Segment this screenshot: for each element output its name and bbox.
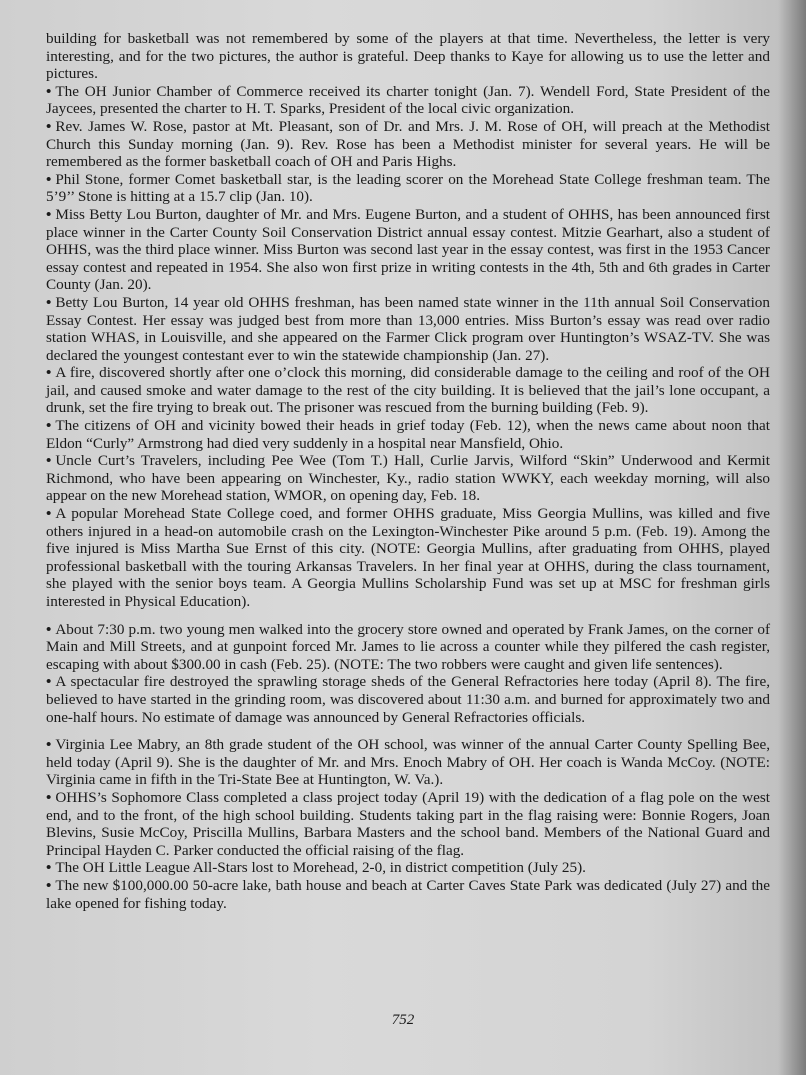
news-item-paragraph: [46, 877, 770, 912]
paragraph-text: A spectacular fire destroyed the sprawling storage sheds of the General Refractories here today (April 8). The fire, believed to have started in the grinding room, was discovered about 11:30 a.m. and burned for approximately two and one-half hours. No estimate of damage was announced by General Refractories officials.: [46, 673, 770, 726]
bullet-icon: •: [46, 788, 52, 806]
paragraph-text: A popular Morehead State College coed, and former OHHS graduate, Miss Georgia Mullins, was killed and five others injured in a head-on automobile crash on the Lexington-Winchester Pike around 5 p.m. (Feb. 19). Among the five injured is Miss Martha Sue Ernst of this city. (NOTE: Georgia Mullins, after graduating from OHHS, played professional basketball with the touring Arkansas Travelers. In her final year at OHHS, during the class tournament, she played with the senior boys team. A Georgia Mullins Scholarship Fund was set up at MSC for freshman girls interested in Physical Education).: [46, 505, 770, 610]
news-item-paragraph: [46, 789, 770, 859]
news-item-paragraph: [46, 364, 770, 417]
news-item-paragraph: [46, 417, 770, 452]
paragraph-text: Miss Betty Lou Burton, daughter of Mr. and Mrs. Eugene Burton, and a student of OHHS, has been announced first place winner in the Carter County Soil Conservation District annual essay contest. Mitzie Gearhart, also a student of OHHS, was the third place winner. Miss Burton was second last year in the essay contest, was first in the 1953 Cancer essay contest and repeated in 1954. She also won first prize in writing contests in the 4th, 5th and 6th grades in Carter County (Jan. 20).: [46, 205, 770, 294]
news-item-paragraph: [46, 673, 770, 726]
paragraph-text: The OH Junior Chamber of Commerce received its charter tonight (Jan. 7). Wendell Ford, State President of the Jaycees, presented the charter to H. T. Sparks, President of the local civic organization.: [46, 82, 770, 118]
news-item-paragraph: [46, 505, 770, 611]
news-item-paragraph: [46, 736, 770, 789]
paragraph-text: OHHS’s Sophomore Class completed a class project today (April 19) with the dedication of a flag pole on the west end, and to the front, of the high school building. Students taking part in the flag raising were: Bonnie Rogers, Joan Blevins, Susie McCoy, Priscilla Mullins, Barbara Masters and the school band. Members of the National Guard and Principal Hayden C. Parker conducted the official raising of the flag.: [46, 788, 770, 859]
bullet-icon: •: [46, 205, 52, 223]
bullet-icon: •: [46, 876, 52, 894]
news-item-paragraph: [46, 294, 770, 364]
page-number: 752: [391, 1012, 415, 1028]
paragraph-text: Uncle Curt’s Travelers, including Pee Wee (Tom T.) Hall, Curlie Jarvis, Wilford “Skin” Underwood and Kermit Richmond, who have been appearing on Winchester, Ky., radio station WWKY, each weekday morning, will also appear on the new Morehead station, WMOR, on opening day, Feb. 18.: [46, 452, 770, 505]
paragraph-text: The OH Little League All-Stars lost to Morehead, 2-0, in district competition (July 25).: [55, 859, 586, 877]
paragraph-text: A fire, discovered shortly after one o’clock this morning, did considerable damage to the ceiling and roof of the OH jail, and caused smoke and water damage to the rest of the city building. It is believed that the jail’s lone occupant, a drunk, set the fire trying to break out. The prisoner was rescued from the burning building (Feb. 9).: [46, 364, 770, 417]
paragraph-text: Rev. James W. Rose, pastor at Mt. Pleasant, son of Dr. and Mrs. J. M. Rose of OH, will preach at the Methodist Church this Sunday morning (Jan. 9). Rev. Rose has been a Methodist minister for several years. He will be remembered as the former basketball coach of OH and Paris Highs.: [46, 117, 770, 171]
paragraph-text: About 7:30 p.m. two young men walked into the grocery store owned and operated by Frank James, on the corner of Main and Mill Streets, and at gunpoint forced Mr. James to lie across a counter while they pilfered the cash register, escaping with about $300.00 in cash (Feb. 25). (NOTE: The two robbers were caught and given life sentences).: [46, 620, 770, 673]
news-item-paragraph: [46, 206, 770, 294]
bullet-icon: •: [46, 293, 52, 311]
news-item-paragraph: [46, 171, 770, 206]
paragraph-text: The new $100,000.00 50-acre lake, bath house and beach at Carter Caves State Park was dedicated (July 27) and the lake opened for fishing today.: [46, 876, 770, 912]
paragraph-text: Phil Stone, former Comet basketball star, is the leading scorer on the Morehead State College freshman team. The 5’9’’ Stone is hitting at a 15.7 clip (Jan. 10).: [46, 170, 770, 206]
bullet-icon: •: [46, 452, 52, 470]
paragraph-text: Virginia Lee Mabry, an 8th grade student of the OH school, was winner of the annual Carter County Spelling Bee, held today (April 9). She is the daughter of Mr. and Mrs. Enoch Mabry of OH. Her coach is Wanda McCoy. (NOTE: Virginia came in fifth in the Tri-State Bee at Huntington, W. Va.).: [46, 736, 770, 789]
paragraph-text: The citizens of OH and vicinity bowed their heads in grief today (Feb. 12), when the news came about noon that Eldon “Curly” Armstrong had died very suddenly in a hospital near Mansfield, Ohio.: [46, 417, 770, 452]
bullet-icon: •: [46, 505, 52, 523]
news-item-paragraph: [46, 859, 770, 877]
page-body-text: [46, 30, 770, 912]
news-item-paragraph: [46, 621, 770, 674]
paragraph-text: building for basketball was not remembered by some of the players at that time. Nevertheless, the letter is very interesting, and for the two pictures, the author is grateful. Deep thanks to Kaye for allowing us to use the letter and pictures.: [46, 30, 770, 83]
bullet-icon: •: [46, 859, 52, 877]
news-item-paragraph: [46, 30, 770, 83]
news-item-paragraph: [46, 118, 770, 171]
bullet-icon: •: [46, 170, 52, 188]
bullet-icon: •: [46, 364, 52, 382]
bullet-icon: •: [46, 417, 52, 435]
bullet-icon: •: [46, 82, 52, 100]
news-item-paragraph: [46, 452, 770, 505]
bullet-icon: •: [46, 117, 52, 135]
bullet-icon: •: [46, 736, 52, 754]
bullet-icon: •: [46, 673, 52, 691]
bullet-icon: •: [46, 620, 52, 638]
paragraph-text: Betty Lou Burton, 14 year old OHHS freshman, has been named state winner in the 11th annual Soil Conservation Essay Contest. Her essay was judged best from more than 13,000 entries. Miss Burton’s essay was read over radio station WHAS, in Louisville, and she appeared on the Farmer Click program over Huntington’s WSAZ-TV. She was declared the youngest contestant ever to win the statewide championship (Jan. 27).: [46, 293, 770, 364]
news-item-paragraph: [46, 83, 770, 118]
